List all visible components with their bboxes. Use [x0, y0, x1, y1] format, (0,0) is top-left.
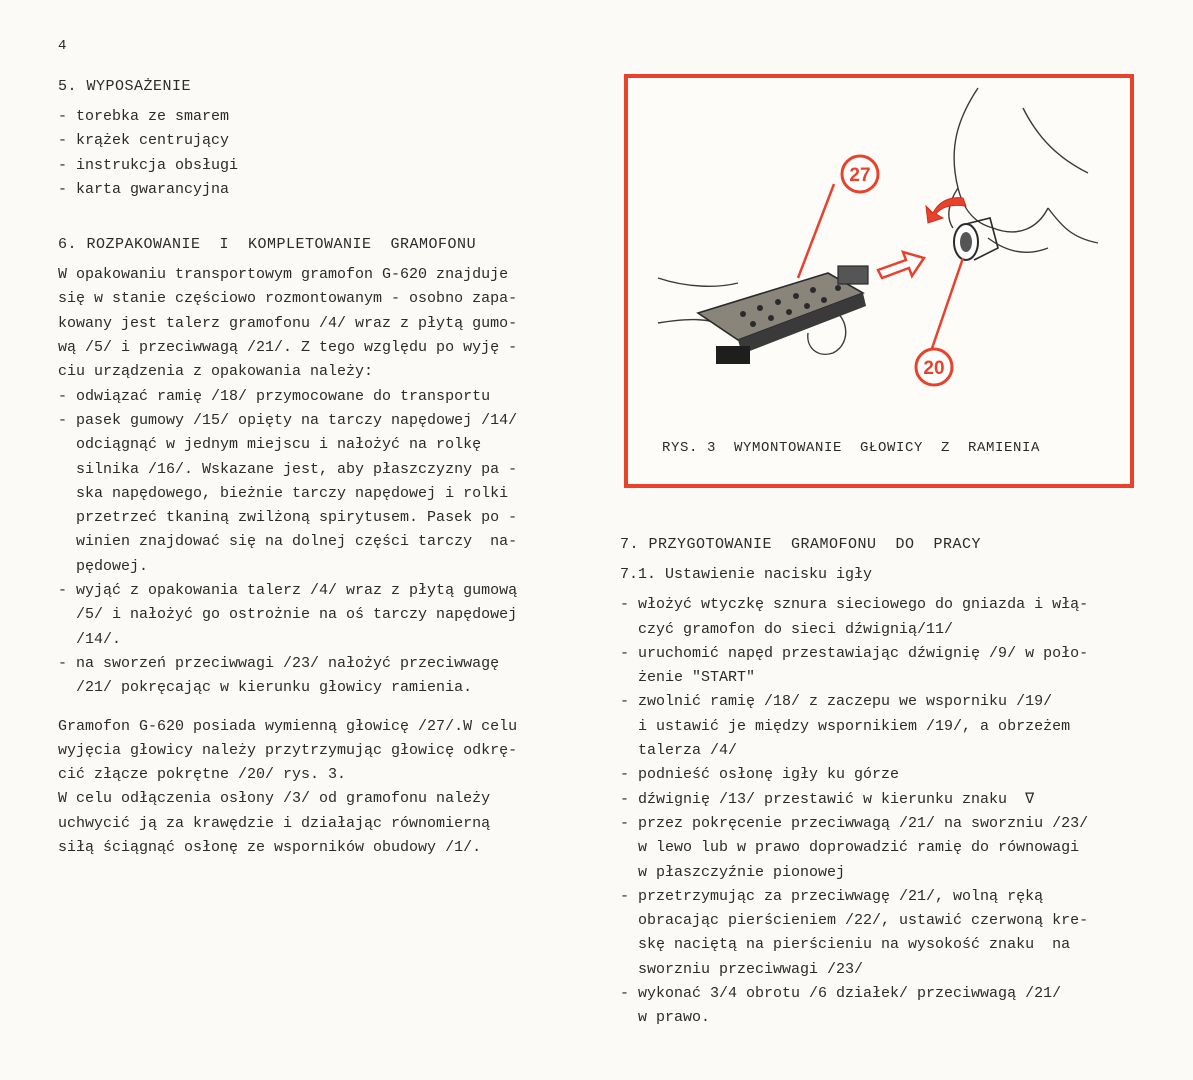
- section5-heading: 5. WYPOSAŻENIE: [58, 78, 192, 95]
- text-line: się w stanie częściowo rozmontowanym - osobno zapa-: [58, 290, 518, 308]
- text-line: odciągnąć w jednym miejscu i nałożyć na rolkę: [58, 436, 482, 454]
- text-line: wą /5/ i przeciwwagą /21/. Z tego względu po wyję -: [58, 339, 518, 357]
- cartridge-illustration: [628, 78, 1130, 484]
- callout-20-label: 20: [923, 358, 945, 379]
- text-line: w płaszczyźnie pionowej: [620, 863, 846, 881]
- figure-frame: [624, 74, 1134, 488]
- text-line: w lewo lub w prawo doprowadzić ramię do równowagi: [620, 839, 1080, 857]
- section7-list: [620, 593, 1160, 1030]
- section7-heading: 7. PRZYGOTOWANIE GRAMOFONU DO PRACY: [620, 536, 982, 553]
- text-line: - pasek gumowy /15/ opięty na tarczy napędowej /14/: [58, 411, 518, 429]
- callout-27-label: 27: [849, 165, 871, 186]
- text-line: - dźwignię /13/ przestawić w kierunku znaku ∇: [620, 790, 1035, 808]
- text-line: - przez pokręcenie przeciwwagą /21/ na sworzniu /23/: [620, 814, 1089, 832]
- leader-line-20: [928, 258, 963, 360]
- section6-paragraph-1: [58, 263, 568, 700]
- callout-20: [916, 349, 952, 385]
- text-line: talerza /4/: [620, 742, 738, 760]
- text-line: - uruchomić napęd przestawiając dźwignię /9/ w poło-: [620, 644, 1089, 662]
- direction-arrow: [878, 252, 924, 278]
- text-line: i ustawić je między wspornikiem /19/, a obrzeżem: [620, 717, 1071, 735]
- headshell-drawing: [698, 266, 868, 364]
- leader-line-27: [798, 184, 834, 278]
- section5-list: [58, 105, 568, 202]
- text-line: pędowej.: [58, 557, 149, 575]
- text-line: - włożyć wtyczkę sznura sieciowego do gniazda i włą-: [620, 596, 1089, 614]
- text-line: sworzniu przeciwwagi /23/: [620, 960, 864, 978]
- rotate-arrow: [926, 198, 966, 223]
- text-line: silnika /16/. Wskazane jest, aby płaszczyzny pa -: [58, 460, 518, 478]
- text-line: - przetrzymując za przeciwwagę /21/, wolną ręką: [620, 887, 1044, 905]
- text-line: cić złącze pokrętne /20/ rys. 3.: [58, 766, 347, 784]
- text-line: - podnieść osłonę igły ku górze: [620, 766, 900, 784]
- section6-paragraph-2: [58, 715, 568, 861]
- text-line: przetrzeć tkaniną zwilżoną spirytusem. Pasek po -: [58, 509, 518, 527]
- figure-caption: RYS. 3 WYMONTOWANIE GŁOWICY Z RAMIENIA: [662, 440, 1041, 456]
- text-line: /5/ i nałożyć go ostrożnie na oś tarczy napędowej: [58, 606, 518, 624]
- text-line: obracając pierścieniem /22/, ustawić czerwoną kre-: [620, 912, 1089, 930]
- callout-27: [842, 156, 878, 192]
- text-line: ska napędowego, bieżnie tarczy napędowej i rolki: [58, 484, 509, 502]
- text-line: /14/.: [58, 630, 122, 648]
- section7-subheading: 7.1. Ustawienie nacisku igły: [620, 566, 873, 583]
- text-line: siłą ściągnąć osłonę ze wsporników obudowy /1/.: [58, 839, 482, 857]
- text-line: uchwycić ją za krawędzie i działając równomierną: [58, 814, 491, 832]
- text-line: W opakowaniu transportowym gramofon G-620 znajduje: [58, 266, 509, 284]
- section6-heading: 6. ROZPAKOWANIE I KOMPLETOWANIE GRAMOFONU: [58, 236, 477, 254]
- text-line: - na sworzeń przeciwwagi /23/ nałożyć przeciwwagę: [58, 654, 500, 672]
- right-column: [620, 536, 1160, 1031]
- text-line: - zwolnić ramię /18/ z zaczepu we wsporniku /19/: [620, 693, 1053, 711]
- text-line: - wyjąć z opakowania talerz /4/ wraz z płytą gumową: [58, 582, 518, 600]
- text-line: - wykonać 3/4 obrotu /6 działek/ przeciwwagą /21/: [620, 985, 1062, 1003]
- text-line: w prawo.: [620, 1009, 711, 1027]
- text-line: - odwiązać ramię /18/ przymocowane do transportu: [58, 387, 491, 405]
- list-item: - instrukcja obsługi: [58, 156, 239, 174]
- left-column: [58, 78, 568, 860]
- list-item: - karta gwarancyjna: [58, 180, 230, 198]
- text-line: W celu odłączenia osłony /3/ od gramofonu należy: [58, 790, 491, 808]
- text-line: kowany jest talerz gramofonu /4/ wraz z płytą gumo-: [58, 314, 518, 332]
- text-line: skę naciętą na pierścieniu na wysokość znaku na: [620, 936, 1071, 954]
- list-item: - krążek centrujący: [58, 132, 230, 150]
- text-line: żenie "START": [620, 669, 756, 687]
- text-line: ciu urządzenia z opakowania należy:: [58, 363, 374, 381]
- text-line: winien znajdować się na dolnej części tarczy na-: [58, 533, 518, 551]
- text-line: wyjęcia głowicy należy przytrzymując głowicę odkrę-: [58, 741, 518, 759]
- nut-drawing: [954, 218, 998, 260]
- text-line: Gramofon G-620 posiada wymienną głowicę /27/.W celu: [58, 717, 518, 735]
- text-line: /21/ pokręcając w kierunku głowicy ramienia.: [58, 679, 473, 697]
- list-item: - torebka ze smarem: [58, 108, 230, 125]
- page-number: 4: [58, 38, 67, 54]
- text-line: czyć gramofon do sieci dźwignią/11/: [620, 620, 954, 638]
